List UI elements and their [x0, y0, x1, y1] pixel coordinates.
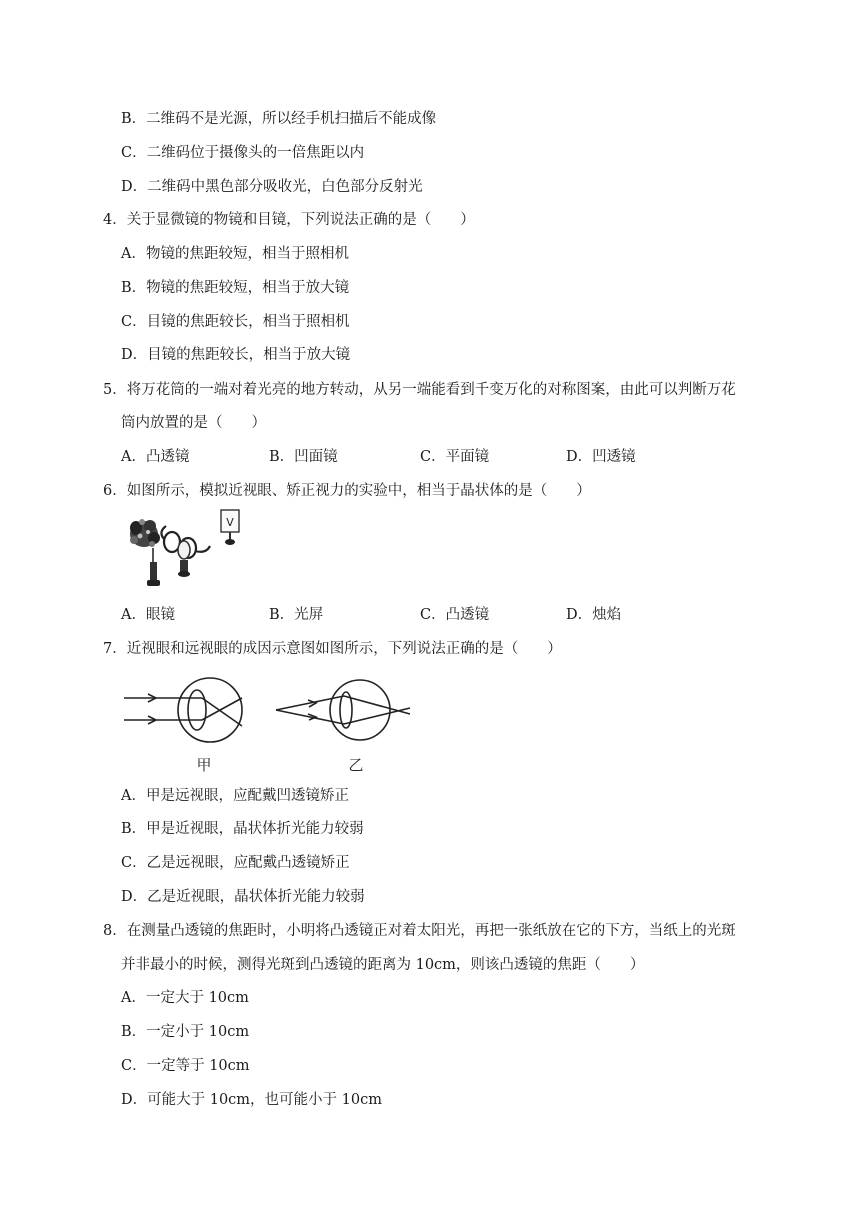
candle-flame-icon	[130, 519, 160, 547]
eye-yi-diagram	[276, 680, 410, 740]
screen-letter: V	[226, 516, 234, 529]
q6-experiment-figure	[122, 506, 244, 598]
q6-option-b: B．光屏	[269, 607, 324, 623]
fig-label-yi: 乙	[348, 756, 364, 774]
q8-option-b: B．一定小于 10cm	[121, 1024, 250, 1040]
q3-option-c: C．二维码位于摄像头的一倍焦距以内	[121, 145, 365, 161]
q6-option-c: C．凸透镜	[420, 607, 490, 623]
q8-stem-line1: 8．在测量凸透镜的焦距时，小明将凸透镜正对着太阳光，再把一张纸放在它的下方，当纸上的光斑	[103, 923, 736, 939]
q6-stem: 6．如图所示，模拟近视眼、矫正视力的实验中，相当于晶状体的是（ ）	[103, 483, 591, 499]
q7-stem: 7．近视眼和远视眼的成因示意图如图所示，下列说法正确的是（ ）	[103, 641, 562, 657]
q6-option-d: D．烛焰	[566, 607, 622, 623]
q3-option-d: D．二维码中黑色部分吸收光，白色部分反射光	[121, 179, 423, 195]
q8-option-d: D．可能大于 10cm，也可能小于 10cm	[121, 1092, 382, 1108]
eye-jia-diagram	[124, 678, 242, 742]
q6-option-a: A．眼镜	[121, 607, 175, 623]
q8-option-a: A．一定大于 10cm	[121, 990, 249, 1006]
q7-option-a: A．甲是远视眼，应配戴凹透镜矫正	[121, 788, 349, 804]
q4-stem: 4．关于显微镜的物镜和目镜，下列说法正确的是（ ）	[103, 212, 475, 228]
q5-stem-line2: 筒内放置的是（ ）	[121, 415, 266, 431]
q3-option-b: B．二维码不是光源，所以经手机扫描后不能成像	[121, 111, 437, 127]
q8-option-c: C．一定等于 10cm	[121, 1058, 250, 1074]
q5-option-b: B．凹面镜	[269, 449, 338, 465]
q7-option-b: B．甲是近视眼，晶状体折光能力较弱	[121, 821, 364, 837]
q5-stem-line1: 5．将万花筒的一端对着光亮的地方转动，从另一端能看到千变万化的对称图案，由此可以判断万花	[103, 382, 736, 398]
q7-option-d: D．乙是近视眼，晶状体折光能力较弱	[121, 889, 365, 905]
light-screen-icon	[221, 510, 239, 545]
candle-stand-icon	[147, 548, 160, 586]
q4-option-c: C．目镜的焦距较长，相当于照相机	[121, 314, 350, 330]
q4-option-d: D．目镜的焦距较长，相当于放大镜	[121, 347, 351, 363]
fig-label-jia: 甲	[196, 756, 212, 774]
q5-option-a: A．凸透镜	[121, 449, 190, 465]
q7-eye-diagram	[120, 668, 420, 776]
q4-option-a: A．物镜的焦距较短，相当于照相机	[121, 246, 349, 262]
q8-stem-line2: 并非最小的时候，测得光斑到凸透镜的距离为 10cm，则该凸透镜的焦距（ ）	[121, 957, 645, 973]
q4-option-b: B．物镜的焦距较短，相当于放大镜	[121, 280, 350, 296]
q7-option-c: C．乙是远视眼，应配戴凸透镜矫正	[121, 855, 350, 871]
q5-option-d: D．凹透镜	[566, 449, 636, 465]
q5-option-c: C．平面镜	[420, 449, 490, 465]
